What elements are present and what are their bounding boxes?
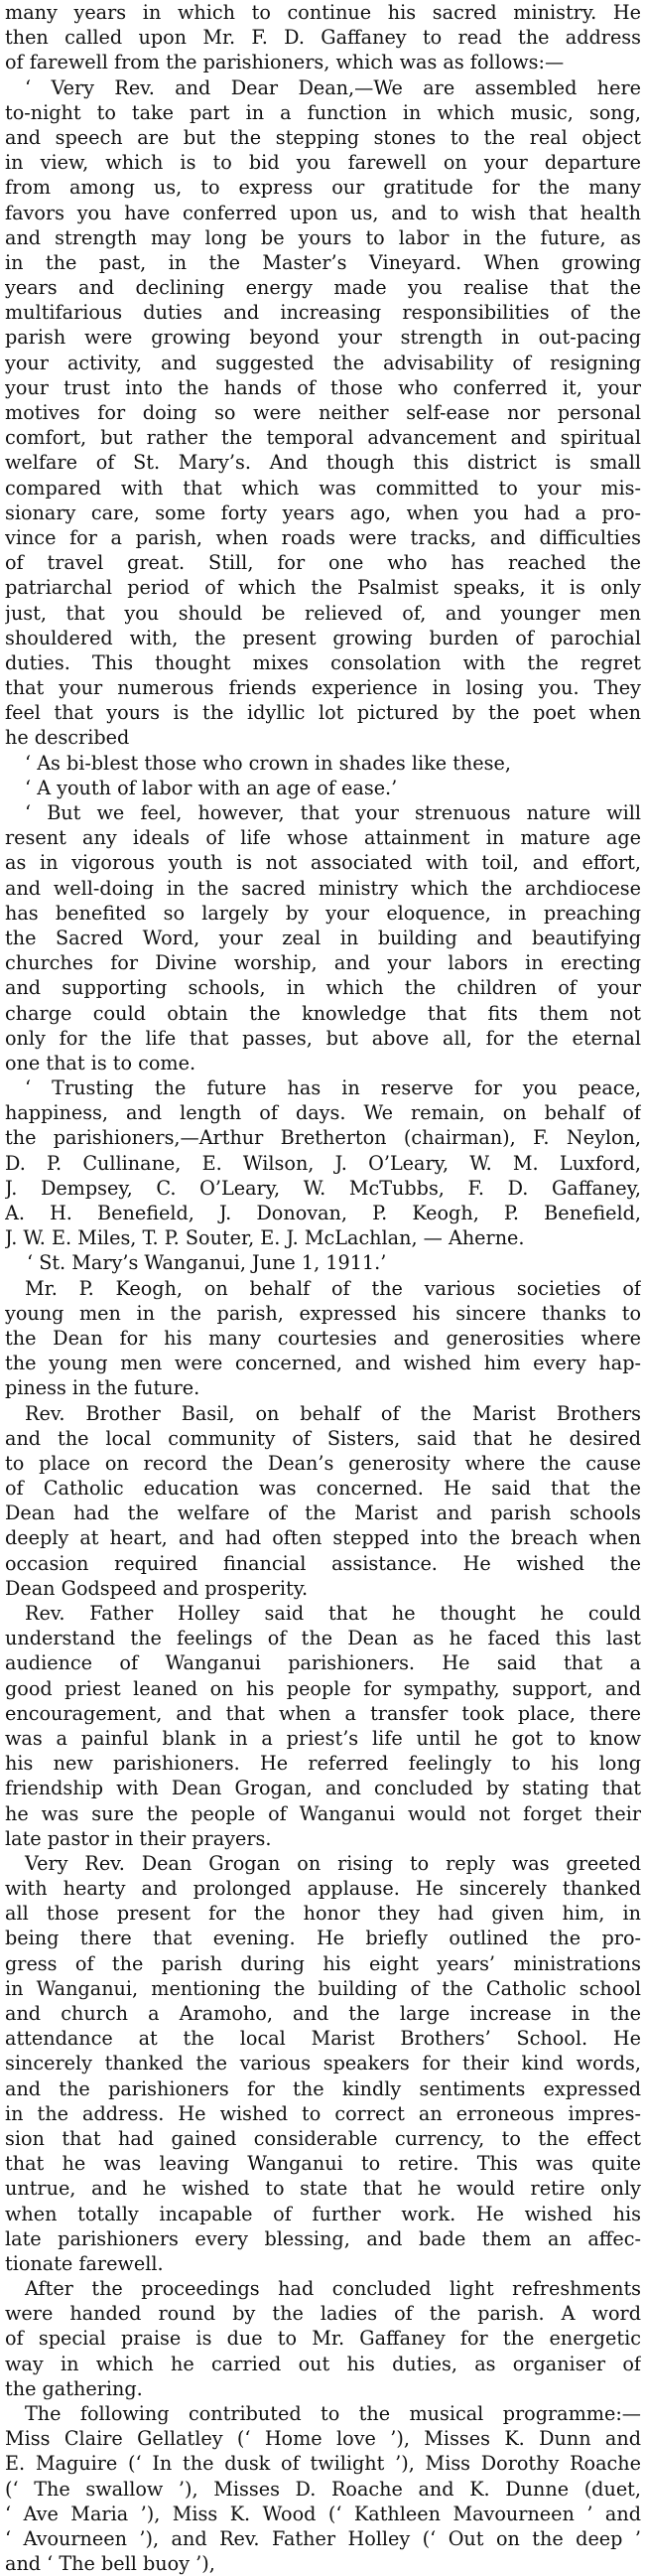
text-line: After the proceedings had concluded light refreshments bbox=[25, 2277, 641, 2301]
text-line: of travel great. Still, for one who has reached the bbox=[5, 551, 641, 575]
text-line: Dean Godspeed and prosperity. bbox=[5, 1576, 309, 1600]
text-line: then called upon Mr. F. D. Gaffaney to read the address bbox=[5, 26, 641, 50]
paragraph-keogh bbox=[5, 1276, 641, 1401]
text-line: his new parishioners. He referred feelingly to his long bbox=[5, 1752, 641, 1776]
text-line: late parishioners every blessing, and bade them an affec- bbox=[5, 2226, 641, 2250]
text-line: of Catholic education was concerned. He said that the bbox=[5, 1477, 641, 1501]
paragraph-programme bbox=[5, 2401, 641, 2576]
text-line: piness in the future. bbox=[5, 1376, 200, 1400]
text-line: untrue, and he wished to state that he would retire only bbox=[5, 2177, 641, 2201]
text-line: (‘ The swallow ’), Misses D. Roache and K. Dunne (duet, bbox=[5, 2477, 641, 2501]
text-line: ‘ But we feel, however, that your strenuous nature will bbox=[25, 801, 641, 824]
text-line: sion that had gained considerable currency, to the effect bbox=[5, 2126, 641, 2150]
text-line: in the address. He wished to correct an erroneous impres- bbox=[5, 2101, 641, 2125]
text-line: Very Rev. Dean Grogan on rising to reply was greeted bbox=[25, 1851, 641, 1875]
text-line: to-night to take part in a function in which music, song, bbox=[5, 100, 641, 124]
text-line: that he was leaving Wanganui to retire. This was quite bbox=[5, 2152, 641, 2176]
text-line: late pastor in their prayers. bbox=[5, 1826, 272, 1850]
text-line: deeply at heart, and had often stepped into the breach when bbox=[5, 1526, 641, 1550]
text-line: sincerely thanked the various speakers for their kind words, bbox=[5, 2052, 641, 2075]
text-line: with hearty and prolonged applause. He sincerely thanked bbox=[5, 1877, 641, 1901]
text-line: ‘ A youth of labor with an age of ease.’ bbox=[25, 776, 398, 799]
text-line: and strength may long be yours to labor in the future, as bbox=[5, 225, 641, 249]
paragraph-intro bbox=[5, 0, 641, 75]
text-line: welfare of St. Mary’s. And though this district is small bbox=[5, 451, 641, 475]
text-line: in view, which is to bid you farewell on your departure bbox=[5, 151, 641, 175]
text-line: as in vigorous youth is not associated with toil, and effort, bbox=[5, 851, 641, 875]
text-line: vince for a parish, when roads were tracks, and difficulties bbox=[5, 525, 641, 549]
text-line: ‘ Very Rev. and Dear Dean,—We are assembled here bbox=[25, 75, 641, 99]
text-line: charge could obtain the knowledge that fits them not bbox=[5, 1001, 641, 1025]
text-line: to place on record the Dean’s generosity where the cause bbox=[5, 1451, 641, 1475]
text-line: just, that you should be relieved of, and younger men bbox=[5, 601, 641, 625]
text-line: and speech are but the stepping stones to the real object bbox=[5, 125, 641, 149]
text-line: happiness, and length of days. We remain, on behalf of bbox=[5, 1101, 641, 1125]
text-line: and supporting schools, in which the children of your bbox=[5, 976, 641, 1000]
text-line: ‘ Trusting the future has in reserve for you peace, bbox=[25, 1076, 641, 1100]
text-line: D. P. Cullinane, E. Wilson, J. O’Leary, W. M. Luxford, bbox=[5, 1151, 641, 1175]
text-line: has benefited so largely by your eloquence, in preaching bbox=[5, 901, 641, 925]
text-line: being there that evening. He briefly outlined the pro- bbox=[5, 1927, 641, 1950]
text-line: The following contributed to the musical programme:— bbox=[25, 2402, 641, 2425]
text-line: J. Dempsey, C. O’Leary, W. McTubbs, F. D. Gaffaney, bbox=[5, 1176, 641, 1200]
paragraph-grogan bbox=[5, 1851, 641, 2276]
text-line: understand the feelings of the Dean as he faced this last bbox=[5, 1627, 641, 1650]
text-line: parish were growing beyond your strength in out-pacing bbox=[5, 326, 641, 350]
text-line: he described bbox=[5, 726, 130, 750]
text-line: your trust into the hands of those who conferred it, your bbox=[5, 375, 641, 399]
text-line: one that is to come. bbox=[5, 1051, 196, 1074]
text-line: good priest leaned on his people for sympathy, support, and bbox=[5, 1676, 641, 1700]
text-line: that your numerous friends experience in losing you. They bbox=[5, 676, 641, 700]
paragraph-after bbox=[5, 2276, 641, 2401]
text-line: way in which he carried out his duties, as organiser of bbox=[5, 2352, 641, 2375]
text-line: the Sacred Word, your zeal in building and beautifying bbox=[5, 926, 641, 949]
paragraph-holley bbox=[5, 1601, 641, 1851]
text-line: tionate farewell. bbox=[5, 2251, 164, 2275]
text-line: and ‘ The bell buoy ’), bbox=[5, 2552, 215, 2576]
text-line: ‘ St. Mary’s Wanganui, June 1, 1911.’ bbox=[27, 1251, 387, 1275]
text-line: motives for doing so were neither self-ease nor personal bbox=[5, 401, 641, 424]
text-line: only for the life that passes, but above all, for the eternal bbox=[5, 1026, 641, 1050]
text-line: and the local community of Sisters, said that he desired bbox=[5, 1426, 641, 1450]
text-line: years and declining energy made you realise that the bbox=[5, 276, 641, 300]
paragraph-trusting bbox=[5, 1075, 641, 1250]
text-line: of special praise is due to Mr. Gaffaney for the energetic bbox=[5, 2327, 641, 2351]
text-line: Mr. P. Keogh, on behalf of the various societies of bbox=[25, 1276, 641, 1300]
paragraph-dateline bbox=[5, 1250, 641, 1275]
text-line: audience of Wanganui parishioners. He said that a bbox=[5, 1651, 641, 1675]
text-line: and the parishioners for the kindly sentiments expressed bbox=[5, 2076, 641, 2100]
text-line: E. Maguire (‘ In the dusk of twilight ’), Miss Dorothy Roache bbox=[5, 2452, 641, 2476]
text-line: in the past, in the Master’s Vineyard. When growing bbox=[5, 250, 641, 274]
text-line: encouragement, and that when a transfer took place, there bbox=[5, 1701, 641, 1725]
text-line: ‘ As bi-blest those who crown in shades like these, bbox=[25, 751, 511, 775]
text-line: the gathering. bbox=[5, 2376, 143, 2400]
text-line: compared with that which was committed to your mis- bbox=[5, 476, 641, 500]
text-line: attendance at the local Marist Brothers’ School. He bbox=[5, 2027, 641, 2051]
text-line: of farewell from the parishioners, which was as follows:— bbox=[5, 51, 565, 74]
text-line: A. H. Benefield, J. Donovan, P. Keogh, P. Benefield, bbox=[5, 1202, 641, 1224]
text-line: in Wanganui, mentioning the building of the Catholic school bbox=[5, 1976, 641, 2000]
text-line: favors you have conferred upon us, and to wish that health bbox=[5, 201, 641, 224]
text-line: from among us, to express our gratitude for the many bbox=[5, 176, 641, 200]
text-line: duties. This thought mixes consolation with the regret bbox=[5, 650, 641, 674]
text-line: churches for Divine worship, and your labors in erecting bbox=[5, 951, 641, 975]
text-line: multifarious duties and increasing responsibilities of the bbox=[5, 301, 641, 325]
text-line: feel that yours is the idyllic lot pictured by the poet when bbox=[5, 701, 641, 725]
text-line: young men in the parish, expressed his sincere thanks to bbox=[5, 1301, 641, 1325]
text-line: Miss Claire Gellatley (‘ Home love ’), Misses K. Dunn and bbox=[5, 2427, 641, 2451]
text-line: he was sure the people of Wanganui would not forget their bbox=[5, 1801, 641, 1825]
text-line: ‘ Ave Maria ’), Miss K. Wood (‘ Kathleen Mavourneen ’ and bbox=[5, 2502, 641, 2525]
text-line: patriarchal period of which the Psalmist speaks, it is only bbox=[5, 576, 641, 600]
text-line: when totally incapable of further work. He wished his bbox=[5, 2202, 641, 2225]
text-line: comfort, but rather the temporal advancement and spiritual bbox=[5, 426, 641, 450]
text-line: was a painful blank in a priest’s life until he got to know bbox=[5, 1726, 641, 1750]
text-line: your activity, and suggested the advisability of resigning bbox=[5, 351, 641, 374]
text-line: the young men were concerned, and wished him every hap- bbox=[5, 1352, 641, 1375]
text-line: friendship with Dean Grogan, and concluded by stating that bbox=[5, 1777, 641, 1800]
text-line: and well-doing in the sacred ministry which the archdiocese bbox=[5, 876, 641, 900]
text-line: Rev. Brother Basil, on behalf of the Marist Brothers bbox=[25, 1401, 641, 1425]
text-line: occasion required financial assistance. He wished the bbox=[5, 1551, 641, 1575]
text-line: resent any ideals of life whose attainment in mature age bbox=[5, 826, 641, 850]
paragraph-but-we-feel bbox=[5, 800, 641, 1075]
text-line: many years in which to continue his sacred ministry. He bbox=[5, 1, 641, 24]
paragraph-verse bbox=[5, 751, 641, 800]
text-line: were handed round by the ladies of the parish. A word bbox=[5, 2302, 641, 2326]
text-line: Rev. Father Holley said that he thought he could bbox=[25, 1602, 641, 1625]
text-line: gress of the parish during his eight years’ ministrations bbox=[5, 1951, 641, 1975]
paragraph-address bbox=[5, 75, 641, 751]
text-line: the Dean for his many courtesies and generosities where bbox=[5, 1326, 641, 1350]
text-line: J. W. E. Miles, T. P. Souter, E. J. McLachlan, — Aherne. bbox=[5, 1226, 525, 1250]
text-line: Dean had the welfare of the Marist and parish schools bbox=[5, 1502, 641, 1525]
text-line: the parishioners,—Arthur Bretherton (chairman), F. Neylon, bbox=[5, 1126, 641, 1150]
text-line: ‘ Avourneen ’), and Rev. Father Holley (‘ Out on the deep ’ bbox=[5, 2526, 641, 2550]
paragraph-basil bbox=[5, 1401, 641, 1602]
text-line: sionary care, some forty years ago, when you had a pro- bbox=[5, 501, 641, 524]
text-line: all those present for the honor they had given him, in bbox=[5, 1902, 641, 1926]
text-line: shouldered with, the present growing burden of parochial bbox=[5, 626, 641, 649]
text-line: and church a Aramoho, and the large increase in the bbox=[5, 2002, 641, 2025]
